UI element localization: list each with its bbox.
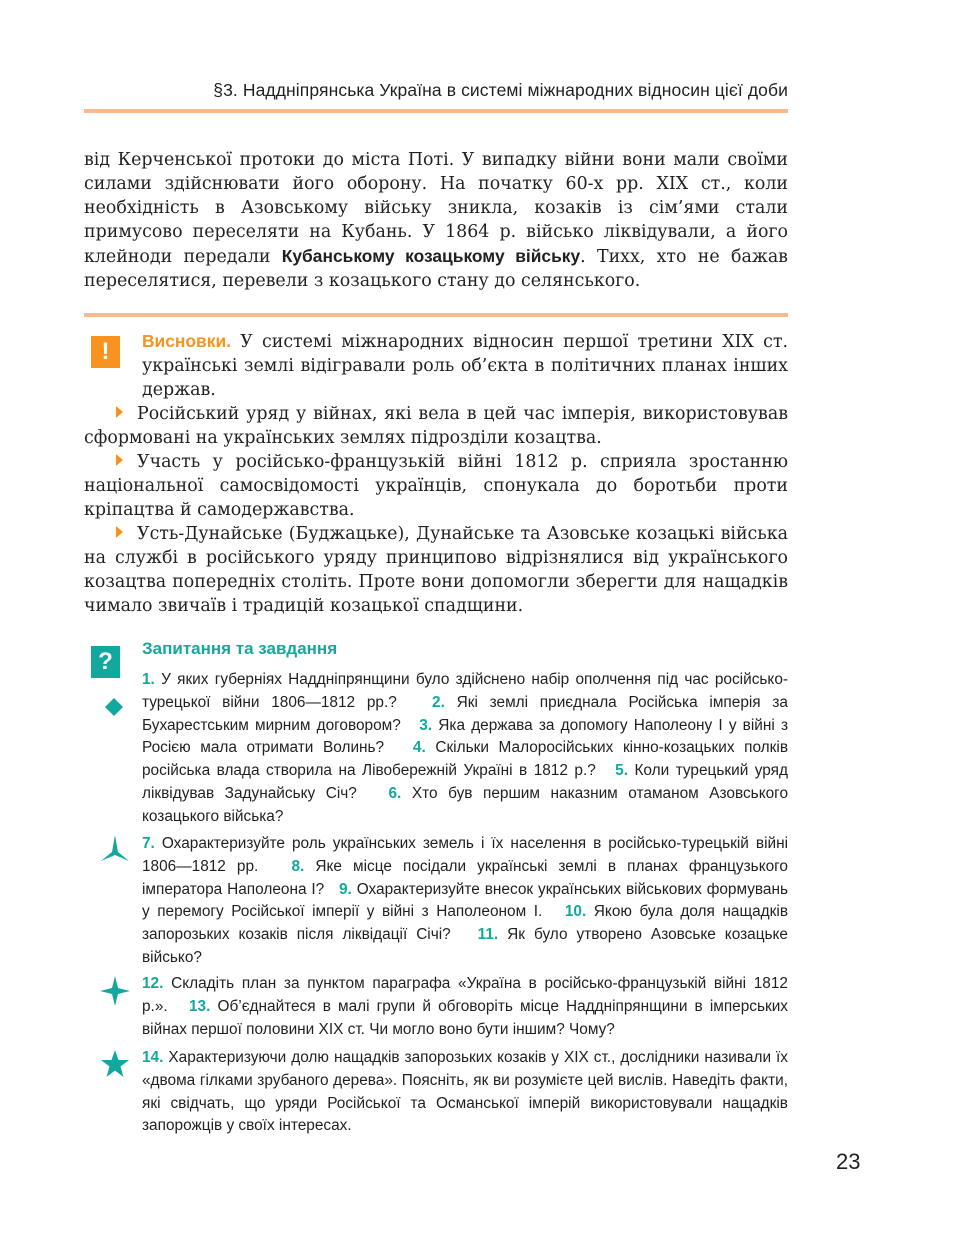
conclusions-lead — [142, 329, 788, 402]
intro-text-before: від Керченської протоки до міста Поті. У випадку війни вони мали своїми силами здійснювати його оборону. На початку 60-х рр. XIX ст., коли необхідність в Азовському війську зникла, козаків із сім’ями стали примусово переселяти на Кубань. У 1864 р. військо ліквідували, а його клейноди передали — [84, 150, 788, 267]
four-point-star-icon — [99, 975, 131, 1007]
conclusion-item: Усть-Дунайське (Буджацьке), Дунайське та Азовське козацькі війська на службі в російського уряду принципово відрізнялися від українського козацтва попередніх століть. Проте вони допомогли зберегти для нащадків чимало звичаїв і традицій козацької спадщини. — [84, 524, 788, 616]
question-group-2: 7. Охарактеризуйте роль українських земель і їх населення в російсько-турецькій війні 1806—1812 рр. 8. Яке місце посідали українські землі в планах французького імператора Наполеона I? 9. Охарактеризуйте внесок українських військових формувань у перемогу Російської імперії у війні з Наполеоном I. 10. Якою була доля нащадків запорозьких козаків після ліквідації Січі? 11. Як було утворено Азовське козацьке військо? — [142, 835, 789, 966]
conclusions-lead-text: У системі міжнародних відносин першої третини XIX ст. українські землі відігравали роль об’єкта в політичних планах інших держав. — [142, 332, 788, 400]
question-group-1: 1. У яких губерніях Наддніпрянщини було здійснено набір ополчення під час російсько-турецької війни 1806—1812 рр.? 2. Які землі приєднала Російська імперія за Бухарестським мирним договором? 3. Яка держава за допомогу Наполеону I у війні з Росією мала отримати Волинь? 4. Скільки Малоросійських кінно-козацьких полків російська влада створила на Лівобережній Україні в 1812 р.? 5. Коли турецький уряд ліквідував Задунайську Січ? 6. Хто був першим наказним отаманом Азовського козацького війська? — [142, 671, 789, 825]
arrow-bullet-icon — [116, 406, 123, 418]
arrow-bullet-icon — [116, 526, 123, 538]
conclusion-item: Російський уряд у війнах, які вела в цей час імперія, використовував сформовані на українських землях підрозділи козацтва. — [84, 404, 788, 448]
page-number: 23 — [836, 1149, 861, 1174]
exclamation-icon: ! — [91, 336, 120, 368]
question-group-3: 12. Складіть план за пунктом параграфа «Україна в російсько-французькій війні 1812 р.». 13. Об’єднайтеся в малі групи й обговоріть місце Наддніпрянщини в імперських війнах першої половини XIX ст. Чи могло воно бути іншим? Чому? — [142, 975, 789, 1038]
arrow-bullet-icon — [116, 454, 123, 466]
running-header: §3. Наддніпрянська Україна в системі міжнародних відносин цієї доби — [213, 80, 788, 100]
questions-title: Запитання та завдання — [142, 639, 338, 658]
conclusions-rule — [84, 313, 788, 317]
question-group-4: 14. Характеризуючи долю нащадків запорозьких козаків у XIX ст., дослідники називали їх «двома гілками зрубаного дерева». Поясніть, як ви розумієте цей вислів. Наведіть факти, які свідчать, що уряди Російської та Османської імперій використовували нащадків запорожців у своїх інтересах. — [142, 1049, 789, 1135]
question-mark-icon: ? — [91, 646, 120, 678]
triangle-star-icon — [100, 834, 130, 862]
conclusions-label: Висновки. — [142, 331, 231, 351]
conclusion-item: Участь у російсько-французькій війні 1812 р. сприяла зростанню національної самосвідомості українців, спонукала до боротьби проти кріпацтва й самодержавства. — [84, 452, 788, 520]
intro-paragraph — [84, 148, 788, 293]
intro-bold-term: Кубанському козацькому війську — [281, 246, 581, 266]
diamond-icon — [104, 697, 124, 717]
five-point-star-icon — [100, 1049, 130, 1079]
intro-text-after: . Тихх, хто не бажав переселятися, перевели з козацького стану до селянського. — [84, 247, 788, 291]
header-rule — [84, 109, 788, 113]
